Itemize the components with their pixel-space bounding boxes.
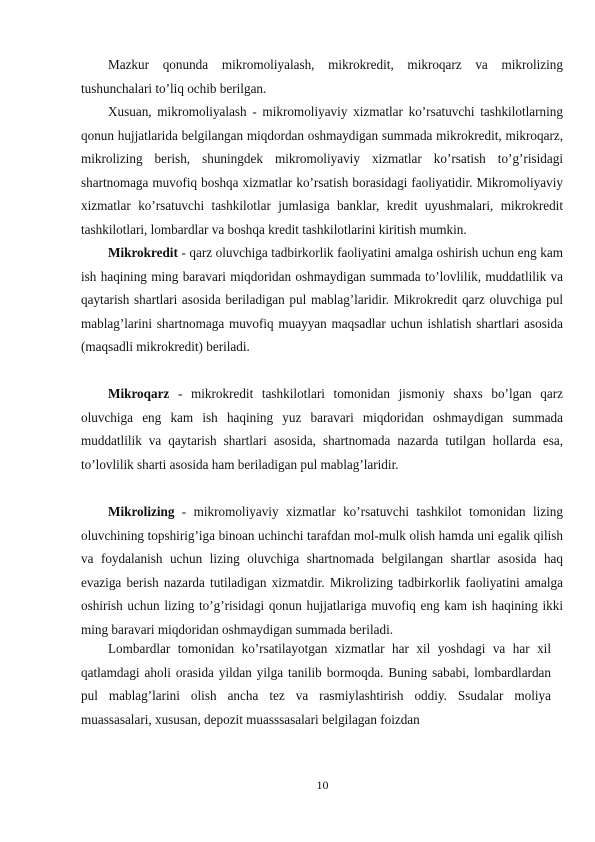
definition-microleasing: - mikromoliyaviy xizmatlar ko’rsatuvchi tashkilot tomonidan lizing oluvchining topshirig’iga binoan uchinchi tarafdan mol-mulk olish hamda uni egalik qilish va foydalanish uchun lizing oluvchiga shartnomada belgilangan shartlar asosida haq evaziga berish nazarda tutiladigan xizmatdir. Mikrolizing tadbirkorlik faoliyatini amalga oshirish uchun lizing to’g’risidagi qonun hujjatlariga muvofiq eng kam ish haqining ikki ming baravari miqdoridan oshmaydigan summada beriladi. [81,504,563,637]
paragraph-microcredit-line [81,241,563,359]
paragraph-microfinance-definition [81,100,563,242]
paragraph-pawnshops [81,637,551,731]
paragraph-microloan-line [81,382,563,476]
page-number: 10 [316,778,329,792]
paragraph-microfinance-text: Xusuan, mikromoliyalash - mikromoliyaviy xizmatlar ko’rsatuvchi tashkilotlarning qonun hujjatlarida belgilangan miqdordan oshmaydigan summada mikrokredit, mikroqarz, mikrolizing berish, shuningdek mikromoliyaviy xizmatlar ko’rsatish to’g’risidagi shartnomaga muvofiq boshqa xizmatlar ko’rsatish borasidagi faoliyatidir. Mikromoliyaviy xizmatlar ko’rsatuvchi tashkilotlar jumlasiga banklar, kredit uyushmalari, mikrokredit tashkilotlari, lombardlar va boshqa kredit tashkilotlarini kiritish mumkin. [81,104,563,237]
paragraph-microleasing-line [81,500,563,642]
term-microcredit: Mikrokredit [108,245,178,260]
paragraph-microloan [81,382,563,476]
paragraph-pawnshops-text: Lombardlar tomonidan ko’rsatilayotgan xizmatlar har xil yoshdagi va har xil qatlamdagi aholi orasida yildan yilga tanilib bormoqda. Buning sababi, lombardlardan pul mablag’larini olish ancha tez va rasmiylashtirish oddiy. Ssudalar moliya muassasalari, xususan, depozit muasssasalari belgilagan foizdan [81,641,551,727]
paragraph-intro [81,53,563,100]
definition-microcredit: - qarz oluvchiga tadbirkorlik faoliyatini amalga oshirish uchun eng kam ish haqining ming baravari miqdoridan oshmaydigan summada to’lovlilik, muddatlilik va qaytarish shartlari asosida beriladigan pul mablag’laridir. Mikrokredit qarz oluvchiga pul mablag’larini shartnomaga muvofiq muayyan maqsadlar uchun ishlatish shartlari asosida (maqsadli mikrokredit) beriladi. [81,245,563,355]
term-microleasing: Mikrolizing [108,504,175,519]
term-microloan: Mikroqarz [108,386,170,401]
paragraph-microcredit [81,241,563,359]
paragraph-intro-text: Mazkur qonunda mikromoliyalash, mikrokredit, mikroqarz va mikrolizing tushunchalari to’liq ochib berilgan. [81,57,563,96]
paragraph-microleasing [81,500,563,642]
definition-microloan: - mikrokredit tashkilotlari tomonidan jismoniy shaxs bo’lgan qarz oluvchiga eng kam ish haqining yuz baravari miqdoridan oshmaydigan summada muddatlilik va qaytarish shartlari asosida, shartnomada nazarda tutilgan hollarda esa, to’lovlilik sharti asosida ham beriladigan pul mablag’laridir. [81,386,563,472]
